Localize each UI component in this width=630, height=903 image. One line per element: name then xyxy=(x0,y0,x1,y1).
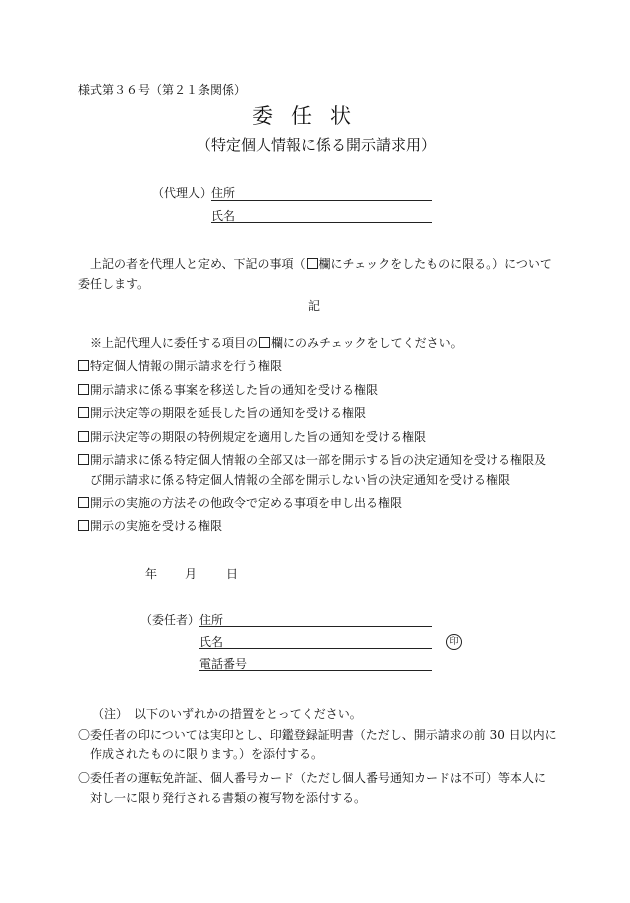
caution-heading: （注） 以下のいずれかの措置をとってください。 xyxy=(92,707,362,721)
page-subtitle: （特定個人情報に係る開示請求用） xyxy=(196,136,437,154)
checklist-item-continued: び開示請求に係る特定個人情報の全部を開示しない旨の決定通知を受ける権限 xyxy=(90,473,511,487)
checkbox-icon[interactable] xyxy=(78,360,89,371)
form-number: 様式第３６号（第２１条関係） xyxy=(78,83,247,97)
caution-item-1: 〇委任者の印については実印とし、印鑑登録証明書（ただし、開示請求の前 30 日以内に xyxy=(78,728,557,742)
checkbox-icon[interactable] xyxy=(78,431,89,442)
agent-name-label: 氏名 xyxy=(211,209,236,223)
checkbox-icon xyxy=(259,337,270,348)
checkbox-icon[interactable] xyxy=(78,407,89,418)
date-month[interactable]: 月 xyxy=(185,567,198,581)
date-day[interactable]: 日 xyxy=(226,567,239,581)
principal-address-label: 住所 xyxy=(199,613,224,627)
intro-line-1: 上記の者を代理人と定め、下記の事項（ 欄にチェックをしたものに限る。）について xyxy=(90,257,552,271)
seal-icon: 印 xyxy=(446,633,462,650)
principal-name-line[interactable] xyxy=(199,648,432,649)
principal-phone-line[interactable] xyxy=(199,670,432,671)
principal-name-label: 氏名 xyxy=(199,635,224,649)
principal-label: （委任者） xyxy=(140,613,201,627)
caution-item-2: 〇委任者の運転免許証、個人番号カード（ただし個人番号通知カードは不可）等本人に xyxy=(78,771,547,785)
agent-address-line[interactable] xyxy=(211,200,432,201)
checklist-item[interactable]: 開示請求に係る事案を移送した旨の通知を受ける権限 xyxy=(78,381,378,398)
checklist-item[interactable]: 特定個人情報の開示請求を行う権限 xyxy=(78,357,282,374)
intro-line-2: 委任します。 xyxy=(78,277,150,291)
agent-name-line[interactable] xyxy=(211,222,432,223)
checkbox-icon[interactable] xyxy=(78,497,89,508)
checklist-item[interactable]: 開示決定等の期限の特例規定を適用した旨の通知を受ける権限 xyxy=(78,428,426,445)
page-title: 委任状 xyxy=(252,104,369,128)
caution-item-1-cont: 作成されたものに限ります。）を添付する。 xyxy=(90,747,324,761)
agent-label: （代理人） xyxy=(152,186,213,200)
checklist-item[interactable]: 開示の実施を受ける権限 xyxy=(78,517,222,534)
checkbox-icon[interactable] xyxy=(78,520,89,531)
checkbox-icon[interactable] xyxy=(78,454,89,465)
principal-address-line[interactable] xyxy=(199,626,432,627)
date-year[interactable]: 年 xyxy=(145,567,158,581)
checklist-item[interactable]: 開示の実施の方法その他政令で定める事項を申し出る権限 xyxy=(78,494,402,511)
checklist-item[interactable]: 開示請求に係る特定個人情報の全部又は一部を開示する旨の決定通知を受ける権限及 xyxy=(78,451,546,468)
caution-item-2-cont: 対し一に限り発行される書類の複写物を添付する。 xyxy=(90,791,367,805)
ki-heading: 記 xyxy=(308,299,321,313)
checklist-item[interactable]: 開示決定等の期限を延長した旨の通知を受ける権限 xyxy=(78,404,366,421)
checkbox-icon xyxy=(307,258,318,269)
checkbox-icon[interactable] xyxy=(78,384,89,395)
agent-address-label: 住所 xyxy=(211,186,236,200)
principal-phone-label: 電話番号 xyxy=(199,657,248,671)
check-note: ※上記代理人に委任する項目の 欄にのみチェックをしてください。 xyxy=(90,336,463,350)
